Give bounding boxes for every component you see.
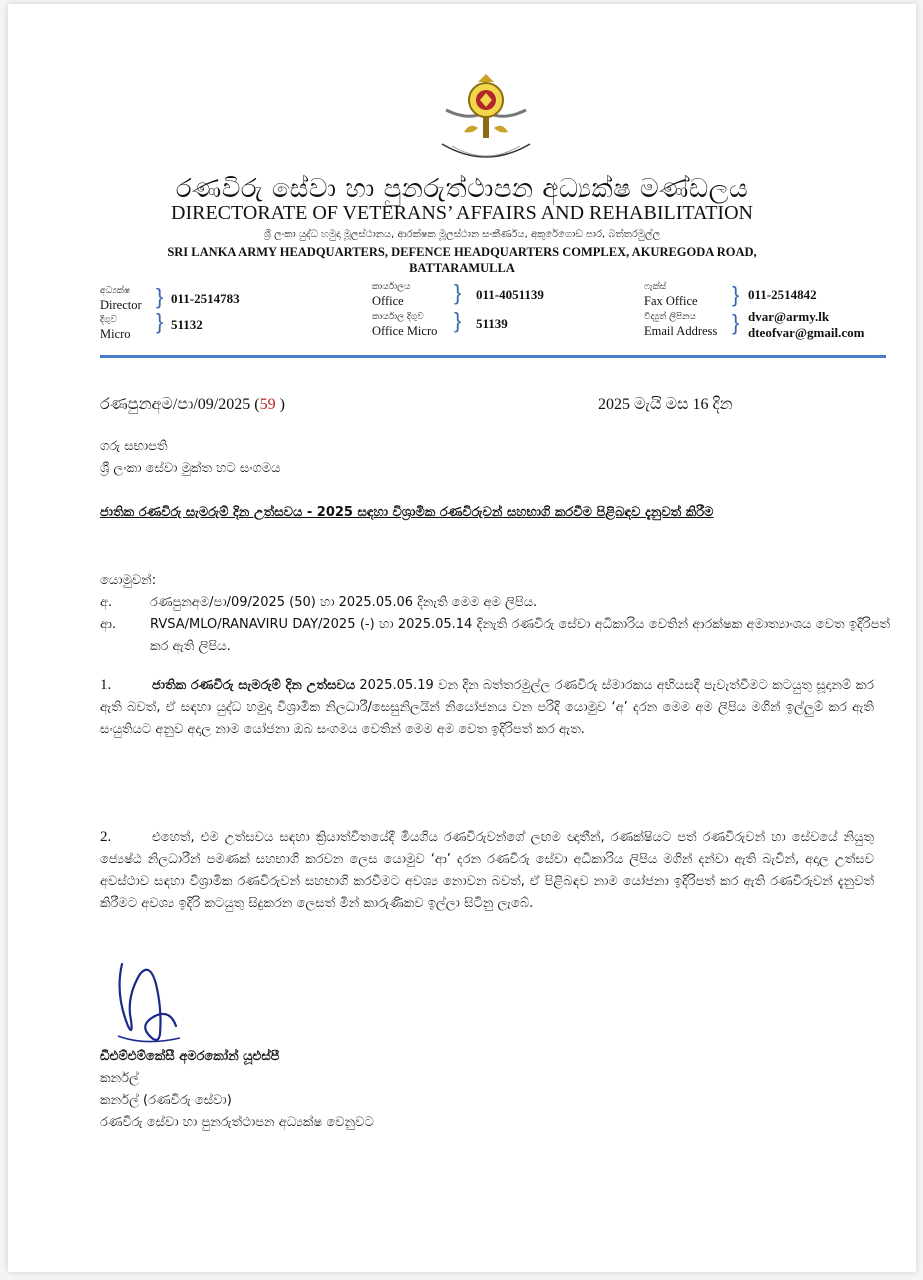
office-micro-number: 51139 [476,316,508,331]
address-english: SRI LANKA ARMY HEADQUARTERS, DEFENCE HEADQUARTERS COMPLEX, AKUREGODA ROAD, BATTARAMULLA [167,245,757,275]
email-addresses: dvar@army.lk dteofvar@gmail.com [748,309,865,340]
letter-page [8,4,916,1272]
references: යොමුවන්: අ. රණපුනඅම/පා/09/2025 (50) හා 2025.05.06 දිනැති මෙම අම ලිපිය. ආ. RVSA/MLO/RANAVIRU DAY/2025 (-) හා 2025.05.14 දිනැති රණවිරු සේවා අධිකාරිය වෙතින් ආරක්ෂක අමාත්‍යාංශය වෙත ඉදිරිපත් කර ඇති ලිපිය. [100,573,890,654]
director-phone: 011-2514783 [171,291,240,306]
header-divider [100,355,886,358]
brace: } [156,309,164,334]
brace: } [732,310,740,335]
micro-label: දිගුව Micro [100,315,131,341]
office-label: කාර්යාලය Office [372,282,411,308]
national-emblem-icon [436,72,536,172]
director-label: අධ්‍යක්ෂ Director [100,286,142,312]
office-phone: 011-4051139 [476,287,544,302]
title-sinhala: රණවිරු සේවා හා පුනරුත්ථාපන අධ්‍යක්ෂ මණ්ඩලය [175,174,749,204]
office-micro-label: කාර්යාල දිගුව Office Micro [372,312,438,338]
fax-number: 011-2514842 [748,287,817,302]
micro-number: 51132 [171,317,203,332]
letter-subject: ජාතික රණවිරු සැමරුම් දින උත්සවය - 2025 සඳහා විශ්‍රාමික රණවිරුවන් සහභාගි කරවීම පිළිබඳව දැනුවත් කිරීම [100,505,714,520]
reference-number: රණපුනඅම/පා/09/2025 (59 ) [100,396,285,413]
signature-icon [100,954,220,1049]
signature-block: ඩීඑම්එම්කේසී අමරකෝන් යූඑස්පී කර්නල් කර්නල් (රණවිරු සේවා) රණවිරු සේවා හා පුනරුත්ථාපන අධ්‍යක්ෂ වෙනුවට [100,1049,374,1130]
brace: } [156,284,164,309]
paragraph-2: 2. එහෙත්, එම උත්සවය සඳහා ක්‍රියාත්විතයේදී මියගිය රණවිරුවන්ගේ ලඟම ඥාතීන්, රණක්ෂියට පත් රණවිරුවන් හා සේවයේ නියුතු ජ්‍යෙෂ්ඨ නිලධාරීන් පමණක් සහභාගි කරවන ලෙස යොමුව ‘ආ’ දරන රණවිරු සේවා අධිකාරිය ලිපිය මගින් දන්වා ඇති බැවින්, අදාල උත්සව අවස්ථාව සඳහා විශ්‍රාමික රණවිරුවන් සහභාගි කරවීමට අවශ්‍ය නොවන බවත්, ඒ පිළිබඳව නාම යෝජනා ඉදිරිපත් කර ඇති රණවිරුවන් දැනුවත් කිරීමට අවශ්‍ය ඉදිරි කටයුතු සිදුකරන ලෙසත් මින් කාරුණිකව ඉල්ලා සිටිනු ලැබේ. [100,829,874,911]
email-label: විද්‍යුත් ලිපිනය Email Address [644,312,718,338]
brace: } [732,282,740,307]
brace: } [454,308,462,333]
brace: } [454,280,462,305]
recipient: ගරු සභාපති ශ්‍රී ලංකා සේවා මුක්ත හට සංගමය [100,439,281,476]
address-sinhala: ශ්‍රී ලංකා යුද්ධ හමුදා මූලස්ථානය, ආරක්ෂක මූලස්ථාන සංකීර්ණය, අකුරේගොඩ පාර, බත්තරමුල්ල [263,229,661,240]
paragraph-1: 1. ජාතික රණවිරු සැමරුම් දින උත්සවය 2025.05.19 වන දින බත්තරමුල්ල රණවිරු ස්මාරකය අභියසදී පැවැත්වීමට කටයුතු සූදානම් කර ඇති බවත්, ඒ සඳහා යුද්ධ හමුදා විශ්‍රාමික නිලධාරී/සෙසුනිලයින් නියෝජනය වන පරිදි යොමුව ‘අ’ දරන මෙම අම ලිපිය මගින් ඉල්ලුම් කර ඇති සංයුතියට අනුව අදාල නාම යෝජනා ඔබ සංගමය වෙතින් මෙම අම වෙත ඉදිරිපත් කර ඇත. [100,677,874,737]
title-english: DIRECTORATE OF VETERANS’ AFFAIRS AND REHABILITATION [171,202,753,224]
letter-date: 2025 මැයි මස 16 දින [598,396,733,413]
fax-label: ෆැක්ස් Fax Office [644,282,698,308]
